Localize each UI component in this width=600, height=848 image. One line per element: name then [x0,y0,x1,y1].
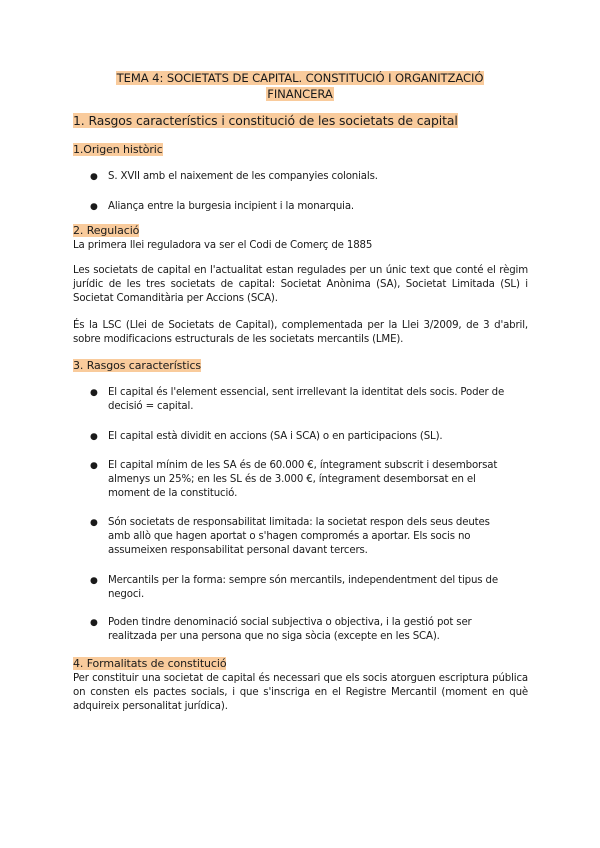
list-item-text: Poden tindre denominació social subjectiva o objectiva, i la gestió pot ser realitzada per una persona que no siga sòcia (excepte en les SCA). [108,617,472,642]
list-item [90,574,515,602]
formalitats-heading [73,657,226,671]
list-item [90,430,515,444]
list-item [90,200,515,214]
list-item [90,516,515,558]
list-item-text: El capital mínim de les SA és de 60.000 €, íntegrament subscrit i desemborsat almenys un 25%; en les SL és de 3.000 €, íntegrament desemborsat en el moment de la constitució. [108,460,498,499]
list-item-text: Aliança entre la burgesia incipient i la monarquia. [108,201,355,212]
list-item-text: S. XVII amb el naixement de les companyies colonials. [108,171,378,182]
document-title [70,70,530,102]
title-line-1: TEMA 4: SOCIETATS DE CAPITAL. CONSTITUCIÓ I ORGANITZACIÓ [116,71,484,85]
bullet-icon: ● [90,202,98,212]
origen-heading-text: 1.Origen històric [73,143,163,156]
bullet-icon: ● [90,576,98,586]
origen-heading [73,143,163,157]
rasgos-heading-text: 3. Rasgos característics [73,359,202,372]
list-item [90,459,515,501]
list-item-text: El capital està dividit en accions (SA i SCA) o en participacions (SL). [108,431,443,442]
list-item-text: Mercantils per la forma: sempre són mercantils, independentment del tipus de negoci. [108,575,498,600]
bullet-icon: ● [90,388,98,398]
section-1-heading [73,113,458,129]
paragraph: La primera llei reguladora va ser el Codi de Comerç de 1885 [73,240,373,251]
bullet-icon: ● [90,461,98,471]
bullet-icon: ● [90,432,98,442]
list-item [90,616,515,644]
regulacio-heading-text: 2. Regulació [73,224,140,237]
rasgos-heading [73,359,201,373]
title-line-2: FINANCERA [267,87,333,101]
paragraph: Per constituir una societat de capital és necessari que els socis atorguen escriptura pública on consten els pactes socials, i que s'inscriga en el Registre Mercantil (moment en què adquireix personalitat jurídica). [73,673,528,712]
formalitats-heading-text: 4. Formalitats de constitució [73,657,227,670]
section-1-heading-text: 1. Rasgos característics i constitució de les societats de capital [73,113,458,128]
regulacio-heading [73,224,139,238]
list-item [90,386,515,414]
list-item-text: Són societats de responsabilitat limitada: la societat respon dels seus deutes amb allò que hagen aportat o s'hagen compromés a aportar. Els socis no assumeixen responsabilitat personal davant tercers. [108,517,490,556]
bullet-icon: ● [90,618,98,628]
paragraph: Les societats de capital en l'actualitat estan regulades per un únic text que conté el règim jurídic de les tres societats de capital: Societat Anònima (SA), Societat Limitada (SL) i Societat Comanditària per Accions (SCA). [73,265,528,304]
bullet-icon: ● [90,172,98,182]
paragraph: És la LSC (Llei de Societats de Capital), complementada per la Llei 3/2009, de 3 d'abril, sobre modificacions estructurals de les societats mercantils (LME). [73,320,528,345]
list-item [90,170,515,184]
list-item-text: El capital és l'element essencial, sent irrellevant la identitat dels socis. Poder de decisió = capital. [108,387,505,412]
bullet-icon: ● [90,518,98,528]
